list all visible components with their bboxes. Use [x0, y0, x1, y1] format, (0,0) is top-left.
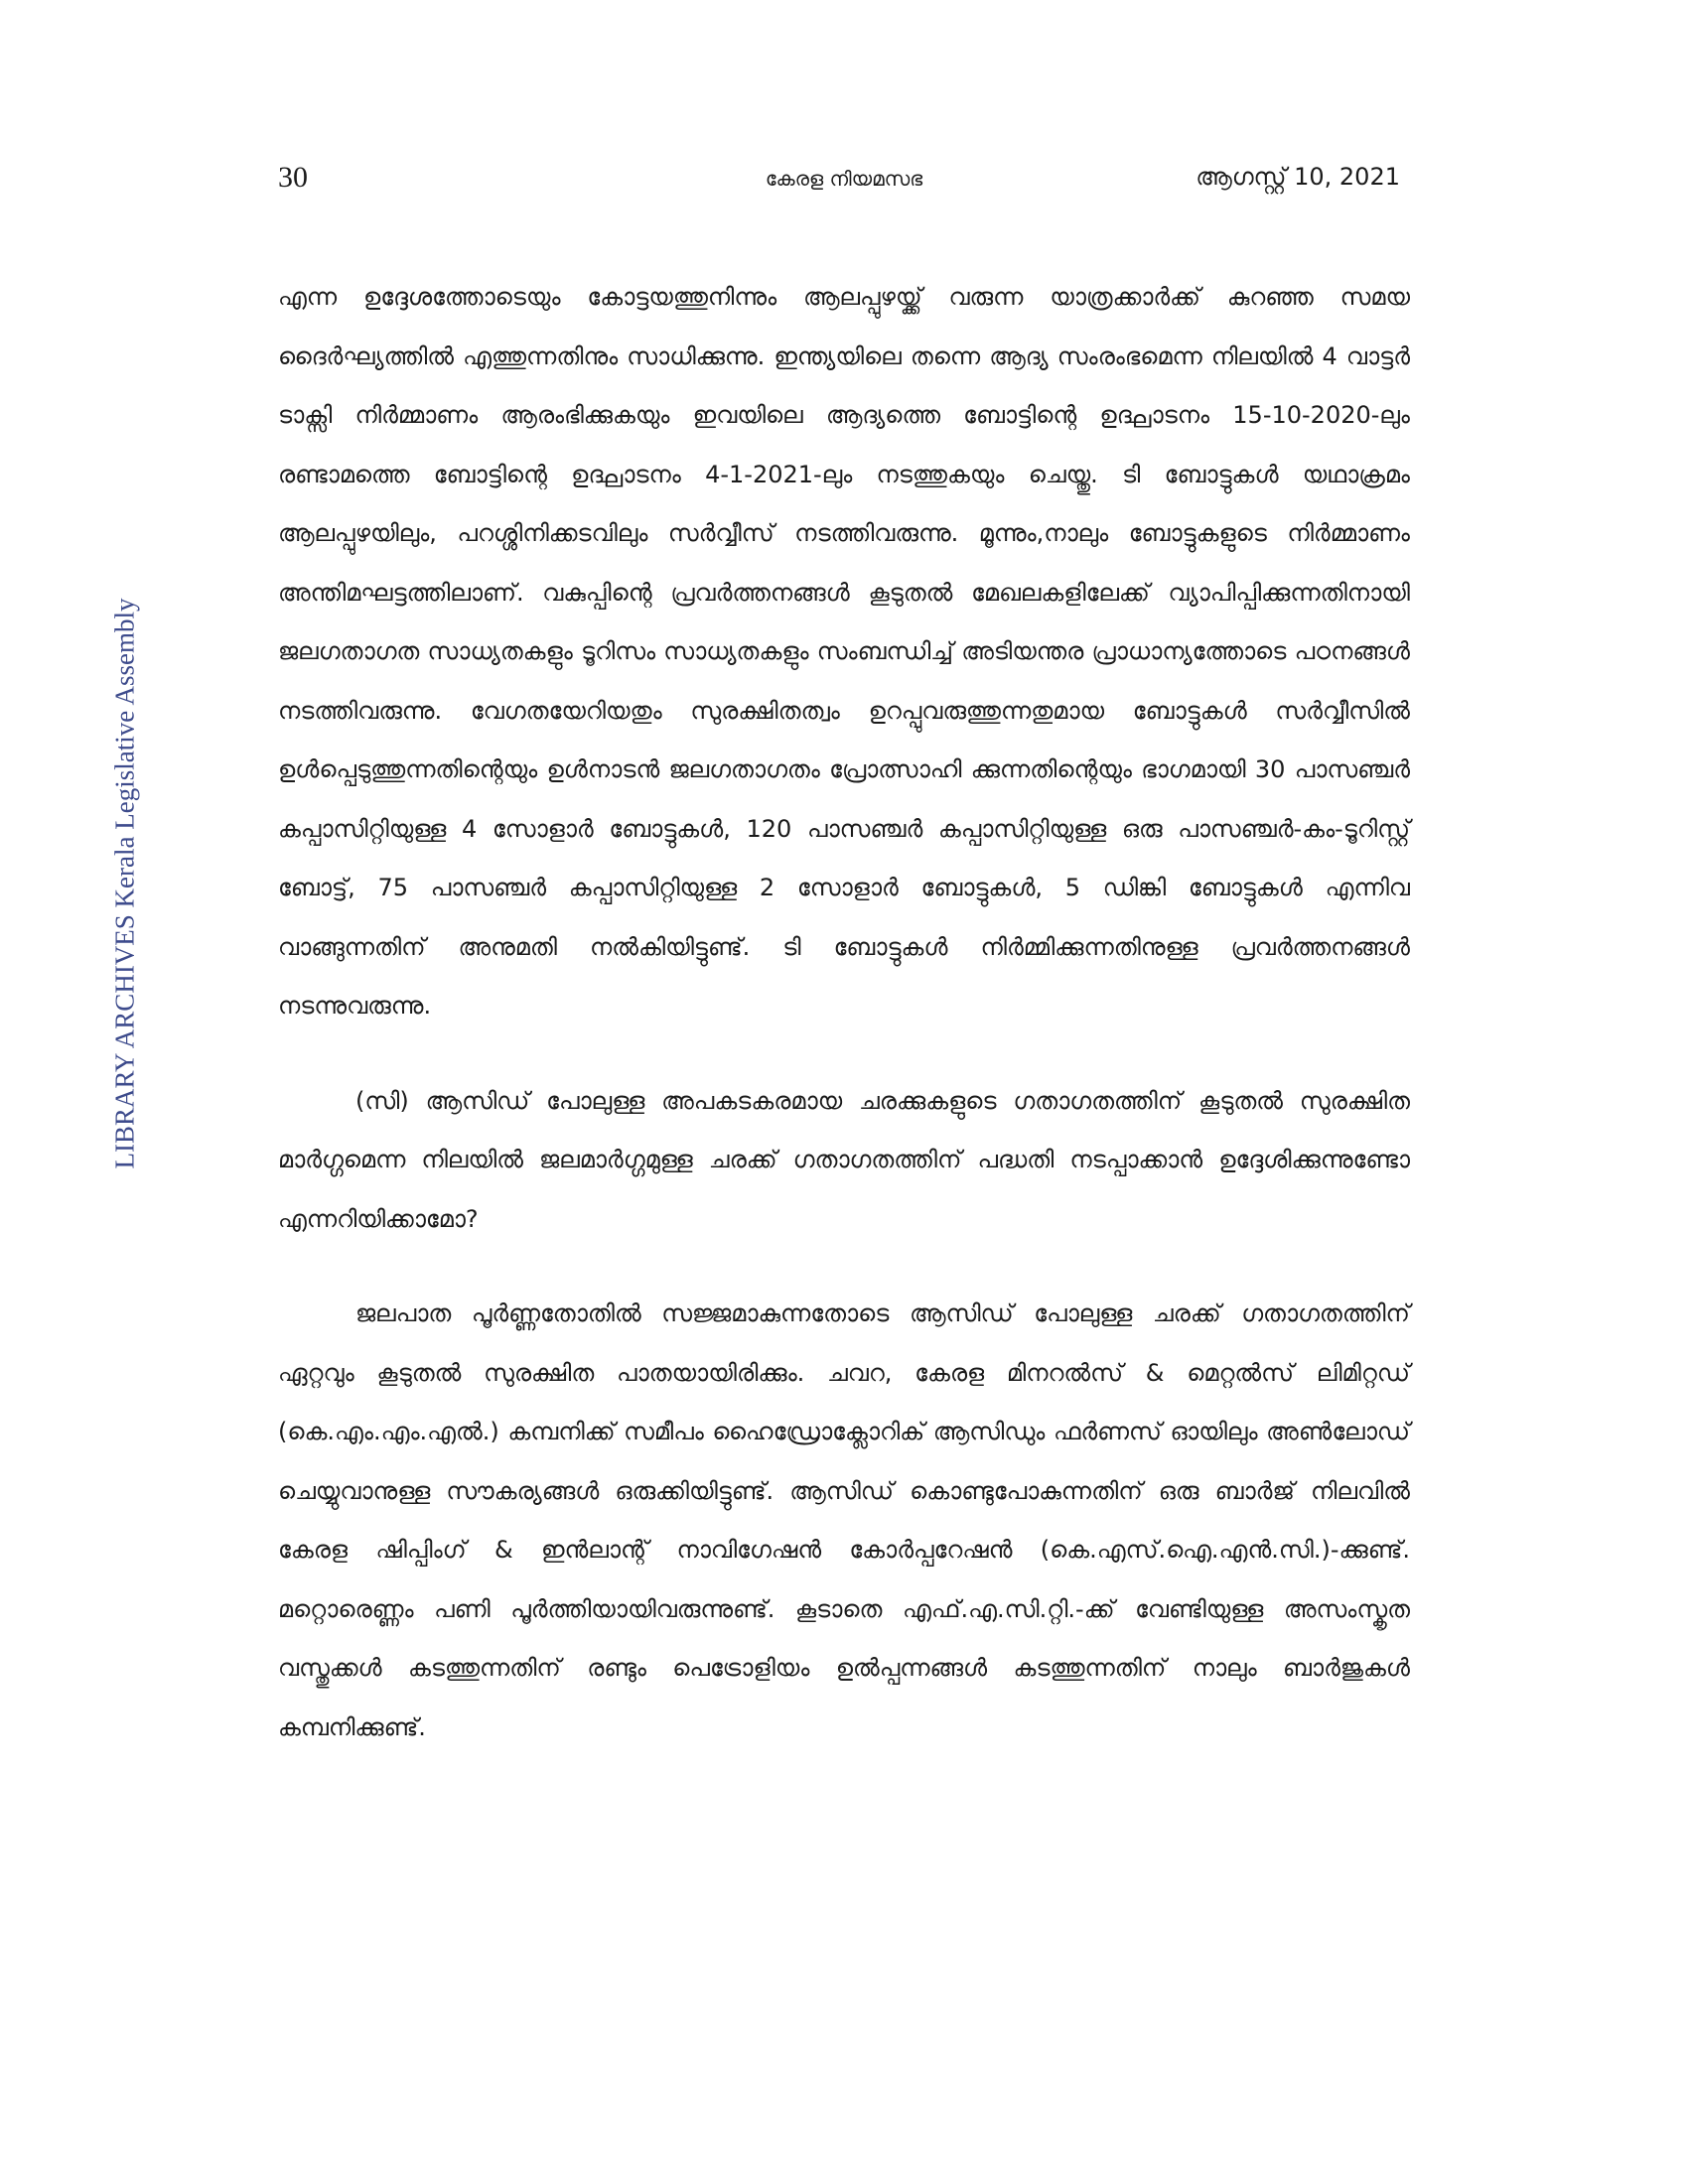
document-body: [278, 268, 1410, 1757]
paragraph-water-taxi: എന്ന ഉദ്ദേശത്തോടെയും കോട്ടയത്തുനിന്നും ആലപ്പുഴയ്ക്ക് വരുന്ന യാത്രക്കാർക്ക് കുറഞ്ഞ സമയ ദൈർഘ്യത്തിൽ എത്തുന്നതിനും സാധിക്കുന്നു. ഇന്ത്യയിലെ തന്നെ ആദ്യ സംരംഭമെന്ന നിലയിൽ 4 വാട്ടർ ടാക്സി നിർമ്മാണം ആരംഭിക്കുകയും ഇവയിലെ ആദ്യത്തെ ബോട്ടിന്റെ ഉദ്ഘാടനം 15-10-2020-ലും രണ്ടാമത്തെ ബോട്ടിന്റെ ഉദ്ഘാടനം 4-1-2021-ലും നടത്തുകയും ചെയ്തു. ടി ബോട്ടുകൾ യഥാക്രമം ആലപ്പുഴയിലും, പറശ്ശിനിക്കടവിലും സർവ്വീസ് നടത്തിവരുന്നു. മൂന്നും,നാലും ബോട്ടുകളുടെ നിർമ്മാണം അന്തിമഘട്ടത്തിലാണ്. വകുപ്പിന്റെ പ്രവർത്തനങ്ങൾ കൂടുതൽ മേഖലകളിലേക്ക് വ്യാപിപ്പിക്കുന്നതിനായി ജലഗതാഗത സാധ്യതകളും ടൂറിസം സാധ്യതകളും സംബന്ധിച്ച് അടിയന്തര പ്രാധാന്യത്തോടെ പഠനങ്ങൾ നടത്തിവരുന്നു. വേഗതയേറിയതും സുരക്ഷിതത്വം ഉറപ്പുവരുത്തുന്നതുമായ ബോട്ടുകൾ സർവ്വീസിൽ ഉൾപ്പെടുത്തുന്നതിന്റെയും ഉൾനാടൻ ജലഗതാഗതം പ്രോത്സാഹി ക്കുന്നതിന്റെയും ഭാഗമായി 30 പാസഞ്ചർ കപ്പാസിറ്റിയുള്ള 4 സോളാർ ബോട്ടുകൾ, 120 പാസഞ്ചർ കപ്പാസിറ്റിയുള്ള ഒരു പാസഞ്ചർ-കം-ടൂറിസ്റ്റ് ബോട്ട്, 75 പാസഞ്ചർ കപ്പാസിറ്റിയുള്ള 2 സോളാർ ബോട്ടുകൾ, 5 ഡിങ്കി ബോട്ടുകൾ എന്നിവ വാങ്ങുന്നതിന് അനുമതി നൽകിയിട്ടുണ്ട്. ടി ബോട്ടുകൾ നിർമ്മിക്കുന്നതിനുള്ള പ്രവർത്തനങ്ങൾ നടന്നുവരുന്നു.: [278, 283, 1410, 1020]
paragraph-gap: [278, 1249, 1410, 1285]
paragraph-gap: [278, 1036, 1410, 1072]
page-number: 30: [278, 161, 308, 194]
header-date: ആഗസ്റ്റ് 10, 2021: [1196, 163, 1400, 191]
question-c: (സി) ആസിഡ് പോലുള്ള അപകടകരമായ ചരക്കുകളുടെ ഗതാഗതത്തിന് കൂടുതൽ സുരക്ഷിത മാർഗ്ഗമെന്ന നിലയിൽ ജലമാർഗ്ഗമുള്ള ചരക്ക് ഗതാഗതത്തിന് പദ്ധതി നടപ്പാക്കാൻ ഉദ്ദേശിക്കുന്നുണ്ടോ എന്നറിയിക്കാമോ?: [278, 1086, 1410, 1233]
library-archives-watermark: LIBRARY ARCHIVES Kerala Legislative Assembly: [109, 598, 140, 1169]
answer-c: ജലപാത പൂർണ്ണതോതിൽ സജ്ജമാകുന്നതോടെ ആസിഡ് പോലുള്ള ചരക്ക് ഗതാഗതത്തിന് ഏറ്റവും കൂടുതൽ സുരക്ഷിത പാതയായിരിക്കും. ചവറ, കേരള മിനറൽസ് & മെറ്റൽസ് ലിമിറ്റഡ് (കെ.എം.എം.എൽ.) കമ്പനിക്ക് സമീപം ഹൈഡ്രോക്ലോറിക് ആസിഡും ഫർണസ് ഓയിലും അൺലോഡ് ചെയ്യുവാനുള്ള സൗകര്യങ്ങൾ ഒരുക്കിയിട്ടുണ്ട്. ആസിഡ് കൊണ്ടുപോകുന്നതിന് ഒരു ബാർജ് നിലവിൽ കേരള ഷിപ്പിംഗ് & ഇൻലാന്റ് നാവിഗേഷൻ കോർപ്പറേഷൻ (കെ.എസ്.ഐ.എൻ.സി.)-ക്കുണ്ട്. മറ്റൊരെണ്ണം പണി പൂർത്തിയായിവരുന്നുണ്ട്. കൂടാതെ എഫ്.എ.സി.റ്റി.-ക്ക് വേണ്ടിയുള്ള അസംസ്കൃത വസ്തുക്കൾ കടത്തുന്നതിന് രണ്ടും പെട്രോളിയം ഉൽപ്പന്നങ്ങൾ കടത്തുന്നതിന് നാലും ബാർജുകൾ കമ്പനിക്കുണ്ട്.: [278, 1299, 1410, 1741]
running-header-title: കേരള നിയമസഭ: [765, 167, 923, 191]
